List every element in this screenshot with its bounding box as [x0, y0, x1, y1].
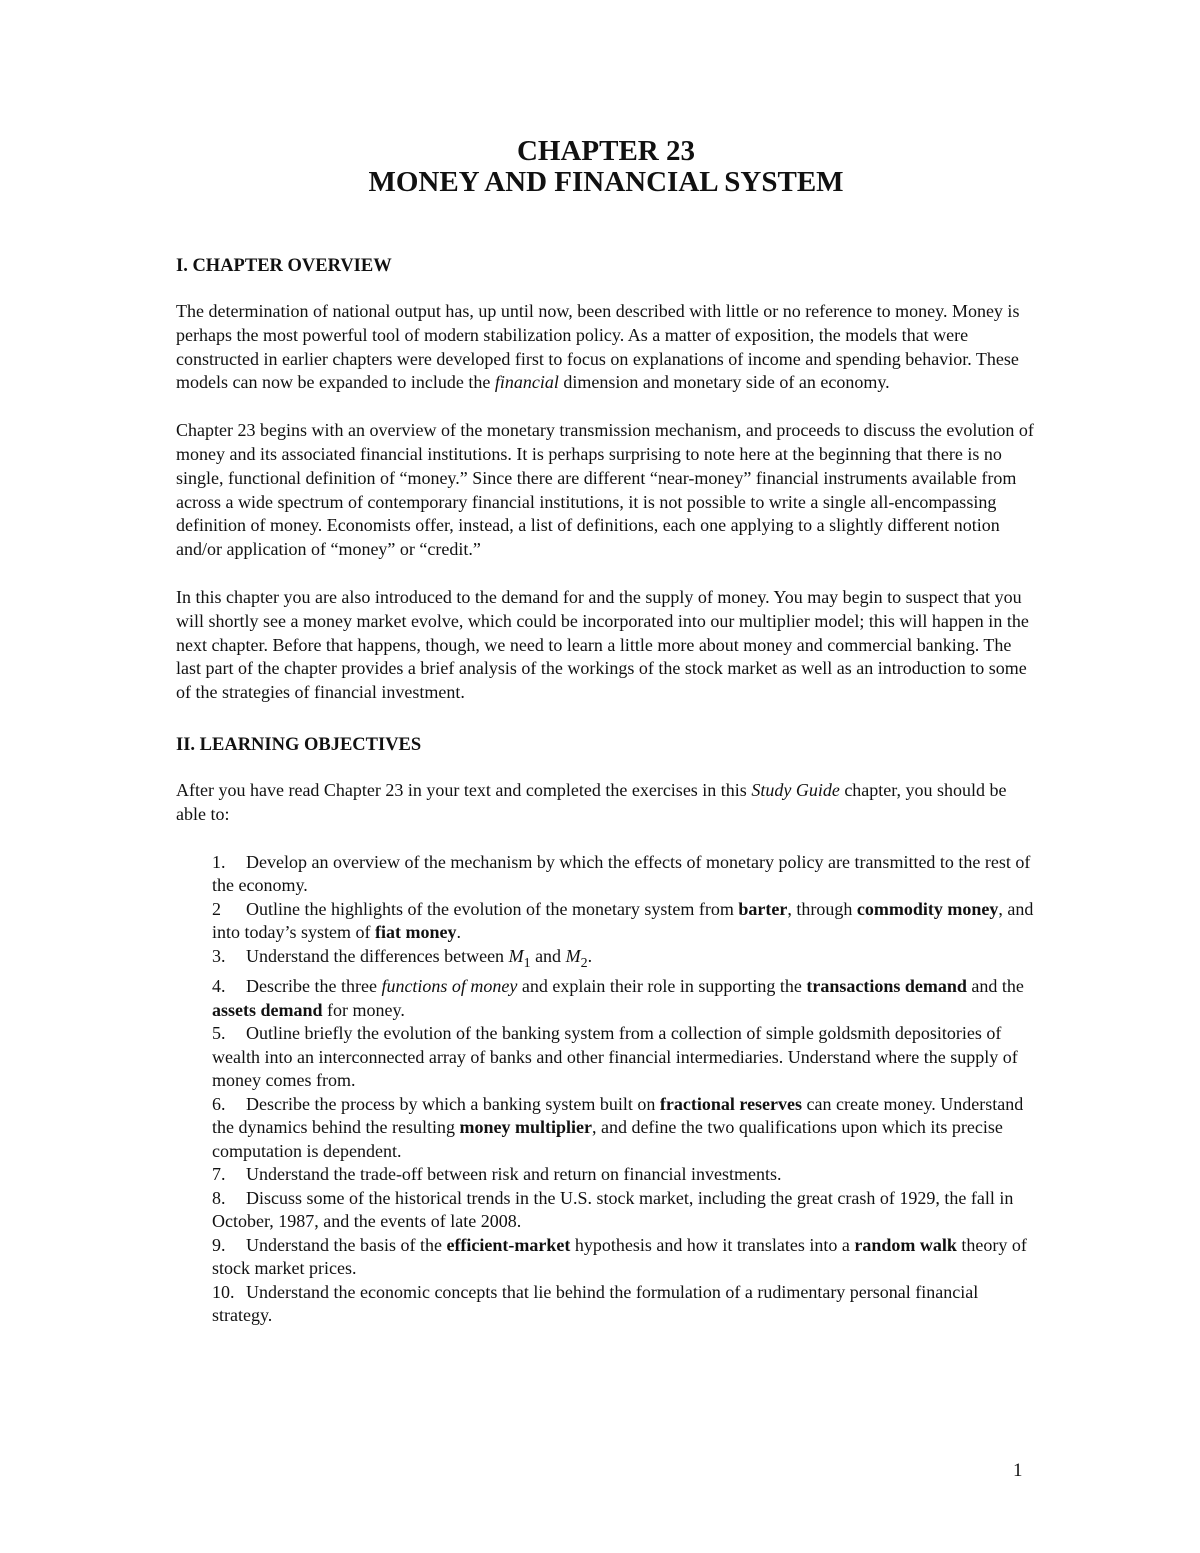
term-barter: barter [738, 898, 788, 919]
term-transactions-demand: transactions demand [806, 976, 967, 997]
symbol-m2: M [565, 945, 581, 966]
overview-p1-text: The determination of national output has, up until now, been described with little or no reference to money. Money is perhaps the most powerful tool of modern stabilization policy. As a matter of exposition, the models that were constructed in earlier chapters were developed first to focus on explanations of income and spending behavior. These models can now be expanded to include the [176, 301, 1020, 393]
objective-item [212, 1022, 1036, 1093]
objective-item [212, 1234, 1036, 1281]
objective-number: 4. [212, 976, 226, 997]
objective-text: Describe the process by which a banking system built on [246, 1093, 660, 1114]
objective-text: hypothesis and how it translates into a [570, 1234, 855, 1255]
objective-text: Discuss some of the historical trends in the U.S. stock market, including the great crash of 1929, the fall in October, 1987, and the events of late 2008. [212, 1187, 1014, 1232]
objective-number: 6. [212, 1093, 226, 1114]
objective-number: 9. [212, 1234, 226, 1255]
symbol-m1: M [508, 945, 524, 966]
objective-item [212, 1163, 1036, 1187]
objectives-intro [176, 779, 1036, 827]
objective-text: Outline the highlights of the evolution of the monetary system from [246, 898, 739, 919]
emphasis-financial: financial [494, 372, 559, 393]
objective-number: 3. [212, 945, 226, 966]
objective-text: Understand the economic concepts that lie behind the formulation of a rudimentary personal financial strategy. [212, 1281, 979, 1326]
term-random-walk: random walk [854, 1234, 957, 1255]
objective-item [212, 1093, 1036, 1164]
chapter-title: MONEY AND FINANCIAL SYSTEM [368, 166, 844, 198]
overview-paragraph-3: In this chapter you are also introduced to the demand for and the supply of money. You may begin to suspect that you will shortly see a money market evolve, which could be incorporated into our multiplier model; this will happen in the next chapter. Before that happens, though, we need to learn a little more about money and commercial banking. The last part of the chapter provides a brief analysis of the workings of the stock market as well as an introduction to some of the strategies of financial investment. [176, 586, 1029, 703]
objective-text: and [530, 945, 566, 966]
objective-text: , and define the two qualifications upon which its precise computation is dependent. [212, 1117, 1003, 1161]
objective-item [212, 851, 1036, 898]
objective-text: and explain their role in supporting the [517, 976, 807, 997]
objective-number: 1. [212, 851, 226, 872]
objective-text: . [456, 922, 461, 943]
objective-item [212, 945, 1036, 976]
objective-text: Describe the three [246, 976, 382, 997]
objective-number: 8. [212, 1187, 226, 1208]
term-assets-demand: assets demand [212, 999, 323, 1020]
overview-heading: I. CHAPTER OVERVIEW [176, 256, 392, 276]
term-money-multiplier: money multiplier [459, 1117, 592, 1138]
term-functions-of-money: functions of money [381, 976, 518, 997]
objective-item [212, 1281, 1036, 1328]
objective-text: Develop an overview of the mechanism by which the effects of monetary policy are transmitted to the rest of the economy. [212, 851, 1031, 896]
objectives-heading: II. LEARNING OBJECTIVES [176, 734, 422, 755]
objective-item [212, 1187, 1036, 1234]
subscript-2: 2 [580, 955, 588, 971]
term-fiat-money: fiat money [375, 922, 457, 943]
chapter-number: CHAPTER 23 [516, 135, 696, 167]
objective-number: 7. [212, 1164, 226, 1185]
objective-item [212, 898, 1036, 945]
page-content [176, 136, 1036, 1328]
overview-paragraph-1 [176, 300, 1036, 395]
subscript-1: 1 [523, 955, 531, 971]
objectives-list [176, 851, 1036, 1328]
objective-text: , and into today’s system of [212, 898, 1034, 943]
objective-text: Understand the differences between [246, 945, 509, 966]
objective-text: . [587, 945, 593, 966]
objective-text: Understand the basis of the [246, 1234, 447, 1255]
objective-text: and the [966, 976, 1024, 997]
term-efficient-market: efficient-market [446, 1234, 571, 1255]
objective-text: can create money. Understand the dynamics behind the resulting [212, 1093, 1024, 1138]
objective-number: 2 [212, 898, 221, 919]
objective-number: 5. [212, 1023, 226, 1044]
objective-item [212, 975, 1036, 1022]
objectives-intro-end: chapter, you should be able to: [176, 779, 1007, 824]
objective-number: 10. [212, 1281, 235, 1302]
page-number: 1 [1013, 1460, 1023, 1481]
objective-text: theory of stock market prices. [212, 1234, 1027, 1279]
term-fractional-reserves: fractional reserves [659, 1093, 803, 1114]
objective-text: , through [787, 898, 857, 919]
objective-text: Understand the trade-off between risk and return on financial investments. [246, 1164, 782, 1185]
overview-p1-end: dimension and monetary side of an economy. [558, 372, 890, 393]
objective-text: Outline briefly the evolution of the banking system from a collection of simple goldsmith depositories of wealth into an interconnected array of banks and other financial intermediaries. Understand where the supply of money comes from. [212, 1023, 1018, 1091]
objective-text: for money. [322, 999, 405, 1020]
objectives-intro-text: After you have read Chapter 23 in your text and completed the exercises in this [176, 779, 752, 800]
overview-paragraph-2: Chapter 23 begins with an overview of the monetary transmission mechanism, and proceeds to discuss the evolution of money and its associated financial institutions. It is perhaps surprising to note here at the beginning that there is no single, functional definition of “money.” Since there are different “near-money” financial instruments available from across a wide spectrum of contemporary financial institutions, it is not possible to write a single all-encompassing definition of money. Economists offer, instead, a list of definitions, each one applying to a slightly different notion and/or application of “money” or “credit.” [176, 420, 1034, 560]
term-commodity-money: commodity money [856, 898, 999, 919]
emphasis-study-guide: Study Guide [751, 779, 840, 800]
